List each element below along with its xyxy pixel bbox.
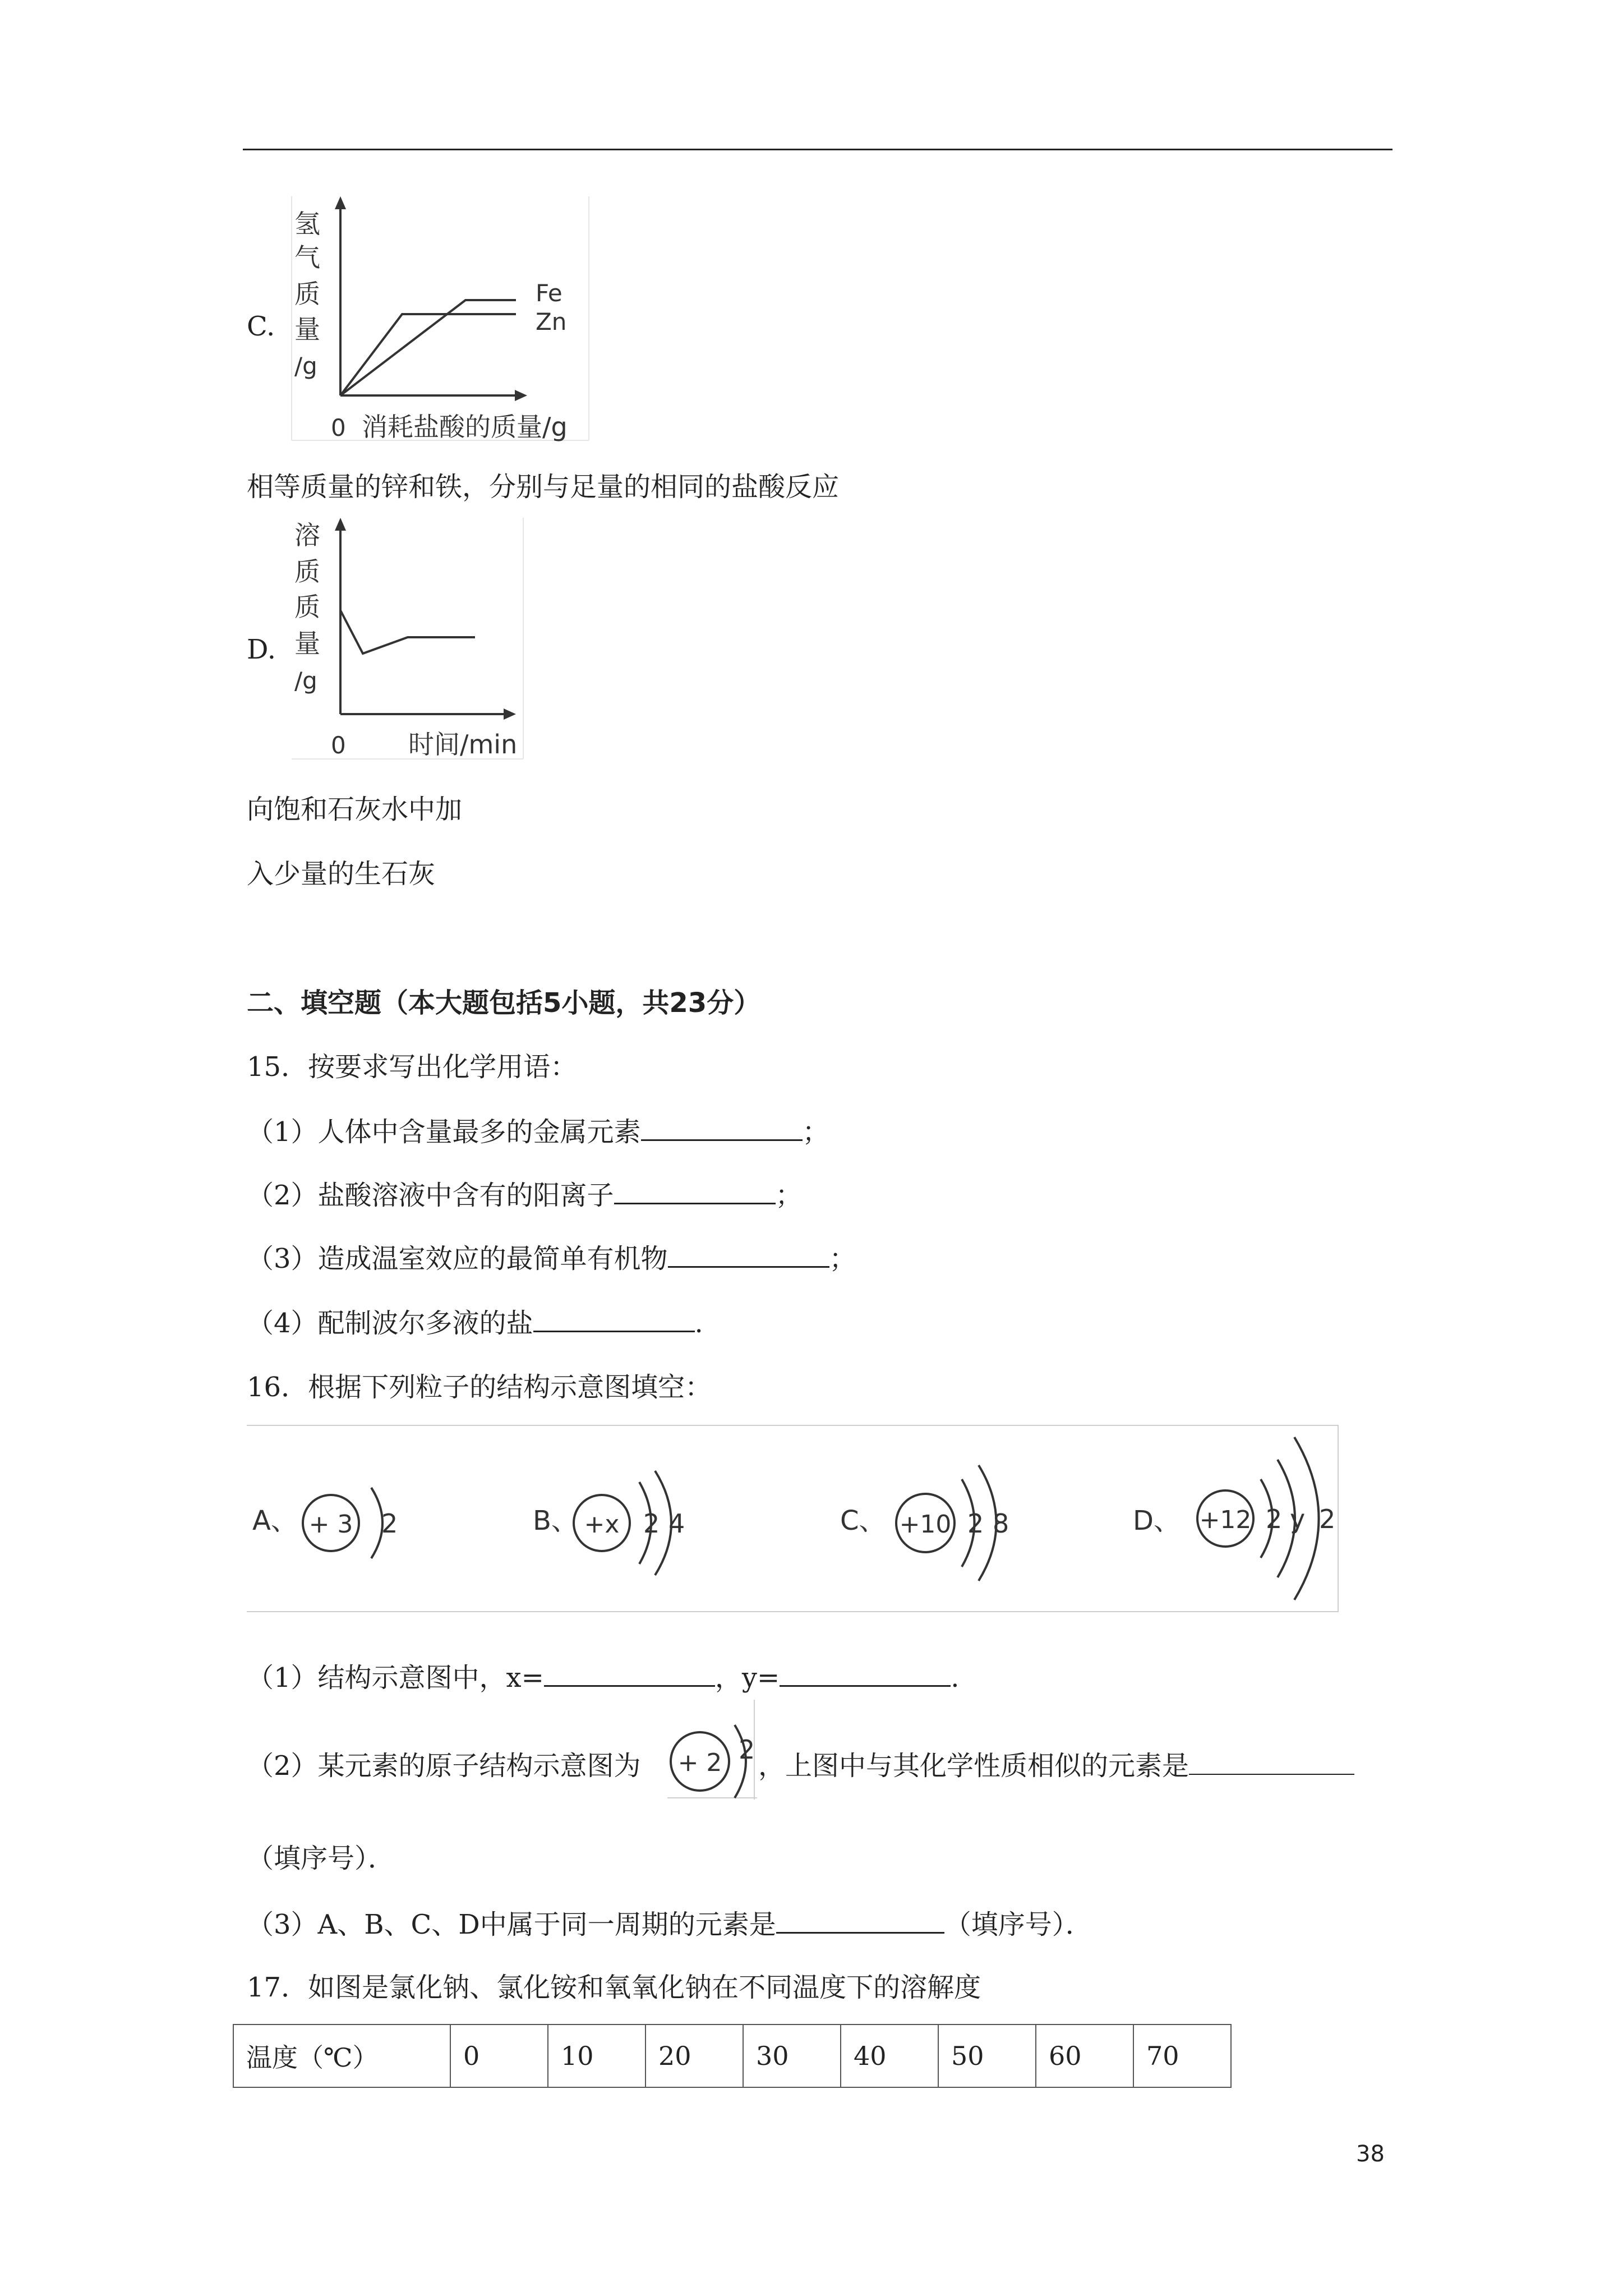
- table-header-cell: 50: [938, 2024, 1036, 2087]
- particle-c-label: C、: [840, 1505, 886, 1536]
- answer-blank[interactable]: [776, 1907, 944, 1934]
- table-header-cell: 40: [841, 2024, 938, 2087]
- option-c-ylabel-1: 氢: [294, 209, 320, 239]
- q17-stem: 17．如图是氯化钠、氯化铵和氧氧化钠在不同温度下的溶解度: [247, 1972, 981, 2003]
- option-d-caption-line1: 向饱和石灰水中加: [247, 794, 463, 825]
- option-c-ylabel-2: 气: [294, 242, 320, 273]
- particle-a-charge: + 3: [308, 1510, 353, 1539]
- q16-sub-3: （3）A、B、C、D中属于同一周期的元素是 （填序号）．: [247, 1907, 1092, 1941]
- answer-blank-x[interactable]: [544, 1660, 715, 1687]
- option-d-xlabel: 时间/min: [408, 729, 518, 760]
- q16-stem: 16．根据下列粒子的结构示意图填空：: [247, 1372, 712, 1403]
- section-2-heading: 二、填空题（本大题包括5小题，共23分）: [247, 987, 761, 1019]
- option-d-graph: [286, 515, 533, 762]
- option-c-zn-line: [340, 314, 516, 395]
- option-c-y-arrow: [335, 196, 346, 209]
- option-c-series-zn: Zn: [536, 308, 567, 335]
- page-number: 38: [1356, 2141, 1385, 2167]
- option-d-ylabel-2: 质: [294, 556, 320, 587]
- option-d-letter: D.: [247, 634, 276, 665]
- table-header-cell: 温度（℃）: [233, 2024, 450, 2087]
- q15-item-3: （3）造成温室效应的最简单有机物 ；: [247, 1241, 856, 1276]
- particle-c-charge: +10: [899, 1510, 952, 1539]
- option-c-series-fe: Fe: [536, 279, 562, 307]
- answer-blank-y[interactable]: [780, 1660, 951, 1687]
- particle-d-electrons-2: y: [1290, 1504, 1306, 1534]
- particle-a-label: A、: [252, 1505, 298, 1536]
- answer-blank[interactable]: [533, 1306, 695, 1332]
- answer-blank[interactable]: [641, 1115, 803, 1141]
- option-c-ylabel-3: 质: [294, 279, 320, 309]
- solubility-table: [233, 2024, 1232, 2088]
- table-header-cell: 10: [548, 2024, 645, 2087]
- answer-blank[interactable]: [668, 1241, 829, 1268]
- option-c-x-arrow: [515, 390, 527, 401]
- q16-sub-2-prefix: （2）某元素的原子结构示意图为: [247, 1750, 641, 1782]
- option-d-origin: 0: [331, 731, 346, 759]
- option-c-xlabel: 消耗盐酸的质量/g: [362, 412, 568, 442]
- q15-item-4: （4）配制波尔多液的盐 .: [247, 1306, 703, 1340]
- particle-b-label: B、: [533, 1505, 578, 1536]
- option-c-ylabel-4: 量: [294, 314, 320, 344]
- q15-item-1: （1）人体中含量最多的金属元素 ；: [247, 1115, 829, 1149]
- q16-particle-figure: [247, 1425, 1339, 1612]
- option-d-ylabel-3: 质: [294, 592, 320, 622]
- particle-c-electrons-1: 2: [967, 1508, 984, 1539]
- particle-d-charge: +12: [1199, 1506, 1252, 1534]
- option-d-curve: [340, 610, 475, 654]
- option-c-graph: [286, 194, 600, 446]
- particle-c-electrons-2: 8: [993, 1508, 1009, 1539]
- option-d-y-arrow: [335, 518, 346, 531]
- q15-stem: 15．按要求写出化学用语：: [247, 1051, 578, 1083]
- q16-sub-2-atom-diagram: [667, 1700, 757, 1801]
- particle-d-label: D、: [1133, 1505, 1181, 1536]
- q16-sub-2-suffix: ，上图中与其化学性质相似的元素是: [758, 1749, 1354, 1783]
- option-d-ylabel-1: 溶: [294, 520, 320, 550]
- table-header-cell: 30: [743, 2024, 841, 2087]
- particle-b-electrons-1: 2: [643, 1508, 660, 1539]
- table-header-cell: 0: [450, 2024, 548, 2087]
- table-header-cell: 70: [1133, 2024, 1231, 2087]
- option-d-x-arrow: [504, 708, 516, 720]
- table-header-cell: 20: [645, 2024, 743, 2087]
- particle-b-charge: +x: [584, 1510, 620, 1539]
- table-row: [233, 2024, 1231, 2087]
- option-c-origin: 0: [331, 414, 346, 441]
- particle-a-electrons-1: 2: [381, 1508, 398, 1539]
- option-c-caption: 相等质量的锌和铁，分别与足量的相同的盐酸反应: [247, 471, 840, 503]
- q16-sub-1: （1）结构示意图中，x= ，y= .: [247, 1660, 959, 1695]
- particle-b-electrons-2: 4: [668, 1508, 685, 1539]
- particle-d-electrons-3: 2: [1319, 1504, 1336, 1534]
- option-d-ylabel-5: /g: [294, 667, 317, 694]
- sub2-atom-charge: + 2: [677, 1749, 722, 1777]
- answer-blank[interactable]: [1189, 1749, 1354, 1775]
- q15-item-2: （2）盐酸溶液中含有的阳离子 ；: [247, 1178, 803, 1212]
- table-header-cell: 60: [1036, 2024, 1133, 2087]
- header-rule: [243, 149, 1393, 150]
- q16-sub-2-line2: （填序号）．: [247, 1843, 395, 1874]
- option-c-ylabel-5: /g: [294, 352, 317, 380]
- answer-blank[interactable]: [614, 1178, 776, 1204]
- option-c-letter: C.: [247, 311, 275, 342]
- particle-d-electrons-1: 2: [1266, 1504, 1283, 1534]
- particle-a-shell-1: [371, 1488, 382, 1558]
- option-d-ylabel-4: 量: [294, 628, 320, 659]
- sub2-atom-electrons: 2: [739, 1734, 755, 1765]
- option-d-caption-line2: 入少量的生石灰: [247, 858, 436, 890]
